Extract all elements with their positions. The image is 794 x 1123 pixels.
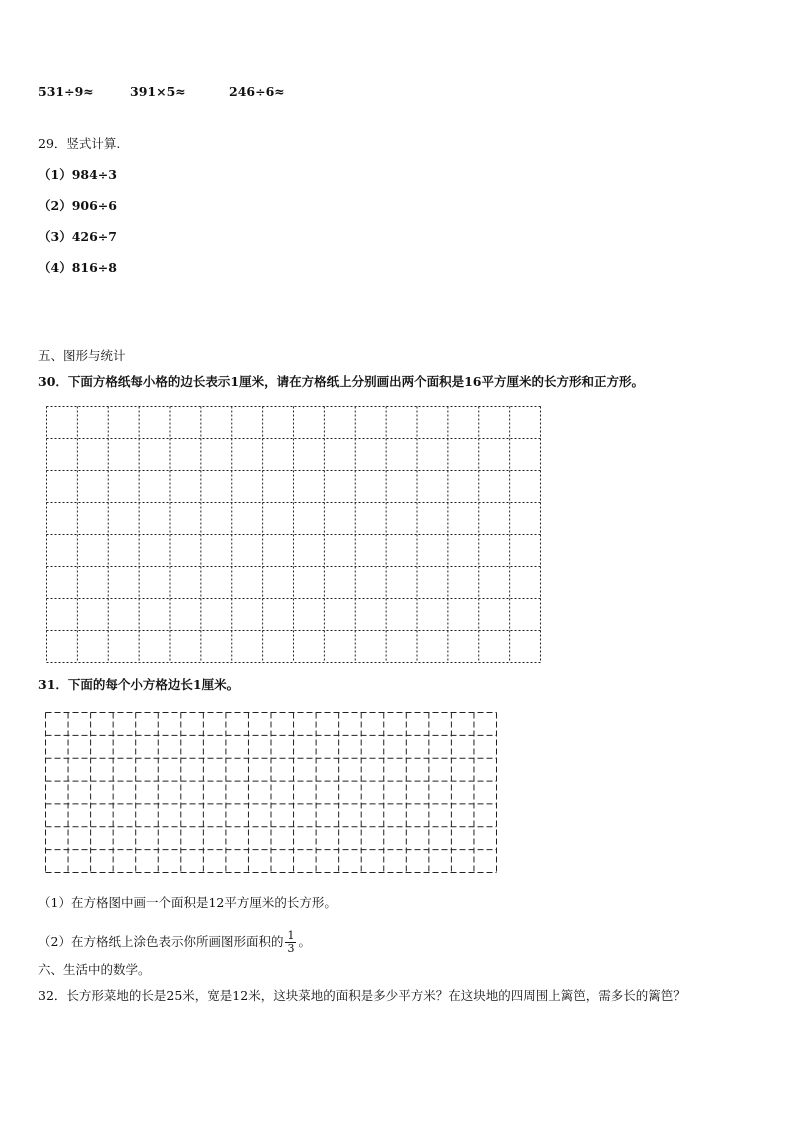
section-5-heading: 五、图形与统计 [38, 348, 126, 363]
fraction [285, 930, 296, 955]
fraction-denominator: 3 [287, 942, 295, 955]
q29-item-2: （2）906÷6 [38, 198, 117, 213]
q30-title: 30．下面方格纸每小格的边长表示1厘米，请在方格纸上分别画出两个面积是16平方厘米的长方形和正方形。 [38, 374, 644, 389]
q30-grid[interactable] [46, 406, 541, 663]
q31-item-1: （1）在方格图中画一个面积是12平方厘米的长方形。 [38, 895, 337, 910]
q32-title: 32．长方形菜地的长是25米，宽是12米，这块菜地的面积是多少平方米？在这块地的四周围上篱笆，需多长的篱笆？ [38, 988, 686, 1003]
q29-item-1: （1）984÷3 [38, 167, 117, 182]
estimate-item-2: 391×5≈ [130, 84, 186, 99]
section-6-heading: 六、生活中的数学。 [38, 962, 151, 977]
q29-item-4: （4）816÷8 [38, 260, 117, 275]
q31-item-2 [38, 930, 311, 955]
q29-item-3: （3）426÷7 [38, 229, 117, 244]
q31-item-2-end: 。 [298, 934, 311, 949]
estimate-item-1: 531÷9≈ [38, 84, 94, 99]
estimate-item-3: 246÷6≈ [229, 84, 285, 99]
q29-title: 29．竖式计算. [38, 136, 121, 151]
q31-item-2-text: （2）在方格纸上涂色表示你所画图形面积的 [38, 934, 284, 949]
q31-grid[interactable] [45, 712, 497, 873]
fraction-numerator: 1 [287, 929, 295, 942]
q31-title: 31．下面的每个小方格边长1厘米。 [38, 677, 240, 692]
